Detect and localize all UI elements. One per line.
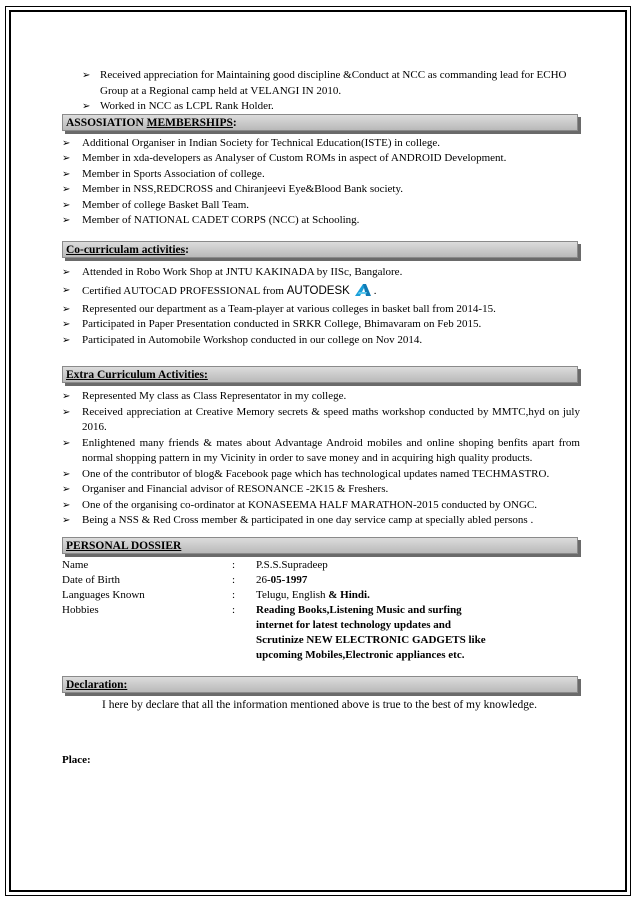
section-header-associations: ASSOSIATION MEMBERSHIPS: (62, 114, 580, 134)
list-item: ➢ Member in xda-developers as Analyser of Custom ROMs in aspect of ANDROID Development. (62, 151, 580, 167)
arrow-bullet-icon: ➢ (62, 168, 71, 180)
list-item: ➢ Participated in Automobile Workshop conducted in our college on Nov 2014. (62, 333, 580, 349)
list-item: ➢ Member of NATIONAL CADET CORPS (NCC) at Schooling. (62, 213, 580, 229)
separator: : (232, 588, 236, 601)
arrow-bullet-icon: ➢ (62, 266, 71, 278)
arrow-bullet-icon: ➢ (62, 303, 71, 315)
cocurricular-list (62, 265, 580, 349)
arrow-bullet-icon: ➢ (62, 184, 71, 195)
arrow-bullet-icon: ➢ (62, 406, 71, 418)
list-item: ➢ Member of college Basket Ball Team. (62, 198, 580, 214)
arrow-bullet-icon: ➢ (62, 215, 71, 226)
name-label: Name (62, 558, 89, 571)
list-item: ➢ Attended in Robo Work Shop at JNTU KAKINADA by IISc, Bangalore. (62, 265, 580, 281)
list-item: ➢ Member in Sports Association of college. (62, 167, 580, 183)
ncc-list (62, 68, 580, 115)
list-item: ➢ Received appreciation at Creative Memory secrets & speed maths workshop conducted by MMTC,hyd on july 2016. (62, 405, 580, 433)
list-item: ➢ Certified AUTOCAD PROFESSIONAL from AUTODESK . (62, 285, 377, 297)
extra-list (62, 389, 580, 529)
arrow-bullet-icon: ➢ (62, 468, 71, 480)
list-item: ➢ Additional Organiser in Indian Society for Technical Education(ISTE) in college. (62, 136, 580, 152)
arrow-bullet-icon: ➢ (62, 199, 71, 211)
separator: : (232, 603, 236, 616)
arrow-bullet-icon: ➢ (82, 101, 91, 112)
arrow-bullet-icon: ➢ (62, 319, 71, 330)
list-item: ➢ Represented My class as Class Representator in my college. (62, 389, 580, 405)
arrow-bullet-icon: ➢ (62, 499, 71, 511)
section-header-cocurricular: Co-curriculam activities: (62, 241, 580, 261)
arrow-bullet-icon: ➢ (62, 137, 71, 149)
list-item: ➢ Organiser and Financial advisor of RESONANCE -2K15 & Freshers. (62, 482, 580, 498)
arrow-bullet-icon: ➢ (62, 484, 71, 495)
list-item: ➢ One of the contributor of blog& Facebook page which has technological updates named TECHMASTRO. (62, 467, 580, 483)
arrow-bullet-icon: ➢ (62, 153, 71, 164)
list-item: ➢ Participated in Paper Presentation conducted in SRKR College, Bhimavaram on Feb 2015. (62, 317, 580, 333)
place-label: Place: (62, 753, 91, 766)
arrow-bullet-icon: ➢ (62, 437, 71, 449)
hobbies-value: Reading Books,Listening Music and surfing internet for latest technology updates and Scrutinize NEW ELECTRONIC GADGETS like upcoming Mobiles,Electronic appliances etc. (256, 603, 486, 661)
list-item: ➢ Enlightened many friends & mates about Advantage Android mobiles and online shoping benfits apart from normal shopping pattern in my Vicinity in order to save money and in acquiring high quality products. (62, 436, 580, 464)
separator: : (232, 573, 236, 586)
section-header-declaration: Declaration: (62, 676, 580, 696)
list-item: ➢ Member in NSS,REDCROSS and Chiranjeevi Eye&Blood Bank society. (62, 182, 580, 198)
list-item: ➢ Being a NSS & Red Cross member & participated in one day service camp at specially abled persons . (62, 513, 580, 529)
section-header-dossier: PERSONAL DOSSIER (62, 537, 580, 557)
name-value: P.S.S.Supradeep (256, 558, 328, 571)
arrow-bullet-icon: ➢ (82, 70, 91, 81)
dob-label: Date of Birth (62, 573, 121, 586)
section-header-extra: Extra Curriculum Activities: (62, 366, 580, 386)
autodesk-logo-icon (354, 283, 372, 297)
languages-value: Telugu, English & Hindi. (256, 588, 370, 601)
languages-label: Languages Known (62, 588, 145, 601)
personal-dossier-table (62, 558, 580, 663)
list-item: ➢ One of the organising co-ordinator at KONASEEMA HALF MARATHON-2015 conducted by ONGC. (62, 498, 580, 514)
arrow-bullet-icon: ➢ (62, 391, 71, 402)
arrow-bullet-icon: ➢ (62, 334, 71, 346)
resume-content (62, 64, 580, 766)
associations-list (62, 136, 580, 229)
dob-value: 26-05-1997 (256, 573, 308, 586)
arrow-bullet-icon: ➢ (62, 515, 71, 526)
list-item: ➢ Worked in NCC as LCPL Rank Holder. (62, 99, 580, 115)
arrow-bullet-icon: ➢ (62, 285, 71, 296)
hobbies-label: Hobbies (62, 603, 99, 616)
declaration-text: I here by declare that all the information mentioned above is true to the best of my knowledge. (102, 698, 537, 711)
list-item: ➢ Received appreciation for Maintaining good discipline &Conduct at NCC as commanding lead for ECHO Group at a Regional camp held at VELANGI IN 2010. (82, 69, 567, 97)
list-item: ➢ Represented our department as a Team-player at various colleges in basket ball from 2014-15. (62, 302, 580, 318)
autodesk-brand: AUTODESK (286, 285, 350, 297)
separator: : (232, 558, 236, 571)
